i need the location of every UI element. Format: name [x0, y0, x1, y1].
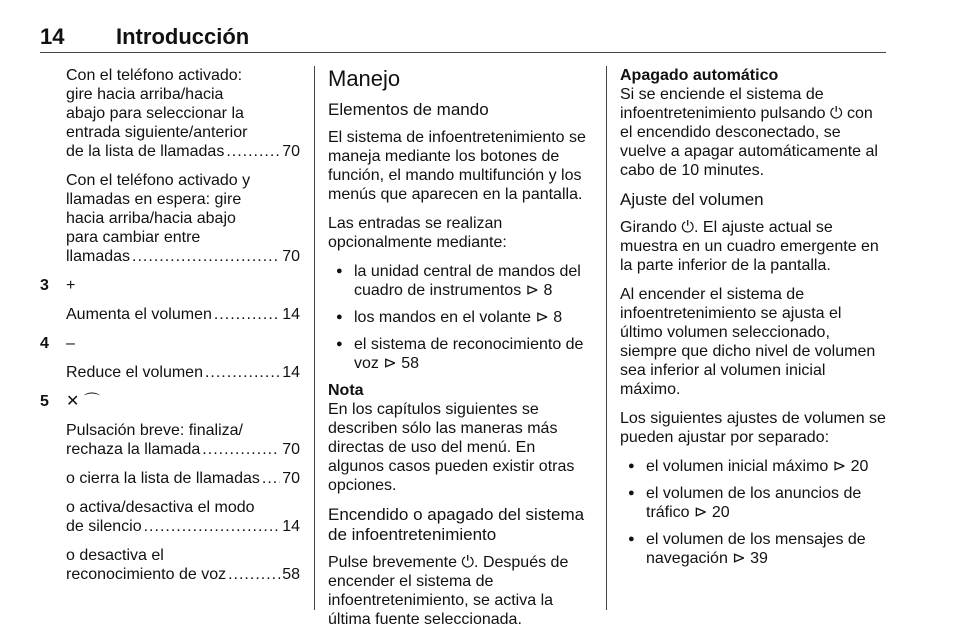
- text-line: abajo para seleccionar la: [66, 105, 244, 122]
- page-header: [40, 24, 886, 52]
- leader-line: Aumenta el volumen ..... 14: [66, 305, 300, 324]
- paragraph: Las entradas se realizan opcionalmente mediante:: [328, 215, 507, 251]
- page-ref[interactable]: 58: [282, 566, 300, 583]
- page-ref[interactable]: 14: [282, 364, 300, 381]
- bullet-list: [328, 262, 592, 373]
- column-divider-2: [606, 66, 607, 610]
- header-rule: [40, 52, 886, 53]
- hang-up-icon: ✕ ⌒: [66, 393, 100, 410]
- leader-line: de la lista de llamadas ..... 70: [66, 142, 300, 161]
- section-title: Manejo: [328, 66, 401, 91]
- list-item: ● el sistema de reconocimiento de voz ⊳ 58: [328, 335, 592, 373]
- leader-line: llamadas ..... 70: [66, 247, 300, 266]
- text-line: llamadas en espera: gire: [66, 191, 242, 208]
- list-item: ● los mandos en el volante ⊳ 8: [328, 308, 592, 327]
- note-heading: Nota: [328, 382, 364, 399]
- item-number: 4: [40, 335, 49, 352]
- subsection-title: Encendido o apagado del sistema de infoentretenimiento: [328, 505, 585, 544]
- column-3: [620, 66, 888, 576]
- text-line: hacia arriba/hacia abajo: [66, 210, 236, 227]
- subsection-title: Ajuste del volumen: [620, 190, 764, 209]
- text-line: gire hacia arriba/hacia: [66, 86, 224, 103]
- leader-line: Reduce el volumen ..... 14: [66, 363, 300, 382]
- list-item: ● el volumen de los mensajes de navegación ⊳ 39: [620, 530, 888, 568]
- list-item: ● el volumen de los anuncios de tráfico ⊳ 20: [620, 484, 888, 522]
- note-box: [328, 381, 592, 495]
- text-line: o activa/desactiva el modo: [66, 499, 255, 516]
- paragraph: Girando ⏻. El ajuste actual se muestra en un cuadro emergente en la parte inferior de la pantalla.: [620, 219, 879, 274]
- page-ref[interactable]: 14: [282, 306, 300, 323]
- column-divider-1: [314, 66, 315, 610]
- plus-icon: +: [66, 277, 76, 294]
- leader-line: reconocimiento de voz ..... 58: [66, 565, 300, 584]
- list-item: ● el volumen inicial máximo ⊳ 20: [620, 457, 888, 476]
- page-title: Introducción: [116, 24, 250, 49]
- item-5: [40, 392, 300, 584]
- paragraph: Si se enciende el sistema de infoentretenimiento pulsando ⏻ con el encendido desconectado, se vuelve a apagar automáticamente al cabo de 10 minutes.: [620, 86, 878, 179]
- minus-icon: –: [66, 335, 75, 352]
- text-line: entrada siguiente/anterior: [66, 124, 248, 141]
- page-ref[interactable]: 14: [282, 518, 300, 535]
- paragraph: El sistema de infoentretenimiento se maneja mediante los botones de función, el mando multifunción y los menús que aparecen en la pantalla.: [328, 129, 586, 203]
- bullet-list: [620, 457, 888, 568]
- column-2: [328, 66, 592, 639]
- entry-block-1: [40, 66, 300, 161]
- item-number: 5: [40, 393, 49, 410]
- page-ref[interactable]: 70: [282, 441, 300, 458]
- page-ref[interactable]: 70: [282, 143, 300, 160]
- entry-block-2: [40, 171, 300, 266]
- leader-line: o cierra la lista de llamadas ..... 70: [66, 469, 300, 488]
- subsection-title: Elementos de mando: [328, 100, 489, 119]
- leader-line: rechaza la llamada ..... 70: [66, 440, 300, 459]
- paragraph: Los siguientes ajustes de volumen se pueden ajustar por separado:: [620, 410, 886, 446]
- paragraph: Al encender el sistema de infoentretenimiento se ajusta el último volumen seleccionado, siempre que dicho nivel de volumen sea inferior al volumen inicial máximo.: [620, 286, 876, 398]
- page-ref[interactable]: 70: [282, 470, 300, 487]
- leader-line: de silencio ..... 14: [66, 517, 300, 536]
- page-ref[interactable]: 70: [282, 248, 300, 265]
- text-line: Pulsación breve: finaliza/: [66, 422, 243, 439]
- page-number: 14: [40, 24, 65, 49]
- minor-heading: Apagado automático: [620, 67, 779, 84]
- text-line: Con el teléfono activado:: [66, 67, 243, 84]
- list-item: ● la unidad central de mandos del cuadro de instrumentos ⊳ 8: [328, 262, 592, 300]
- text-line: o desactiva el: [66, 547, 164, 564]
- item-4: [40, 334, 300, 382]
- paragraph: Pulse brevemente ⏻. Después de encender el sistema de infoentretenimiento, se activa la última fuente seleccionada.: [328, 554, 569, 628]
- column-1: [40, 66, 300, 594]
- note-text: En los capítulos siguientes se describen sólo las maneras más directas de uso del menú. En algunos casos pueden existir otras opciones.: [328, 401, 575, 494]
- text-line: Con el teléfono activado y: [66, 172, 251, 189]
- text-line: para cambiar entre: [66, 229, 201, 246]
- item-3: [40, 276, 300, 324]
- item-number: 3: [40, 277, 49, 294]
